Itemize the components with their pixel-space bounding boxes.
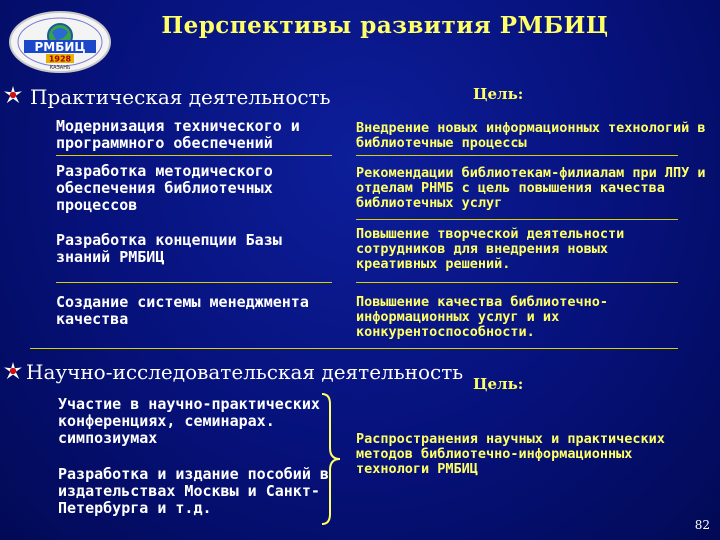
activity-knowledge-base: Разработка концепции Базы знаний РМБИЦ bbox=[56, 231, 282, 266]
activity-methodology: Разработка методического обеспечения библиотечных процессов bbox=[56, 162, 273, 214]
divider bbox=[356, 219, 678, 220]
activity-modernization: Модернизация технического и программного обеспечений bbox=[56, 117, 300, 152]
slide-title: Перспективы развития РМБИЦ bbox=[161, 12, 609, 39]
starburst-bullet-icon bbox=[4, 86, 22, 104]
page-number: 82 bbox=[694, 518, 710, 532]
goal-recommendations: Рекомендации библиотекам-филиалам при ЛПУ и отделам РНМБ с цель повышения качества библиотечных услуг bbox=[356, 165, 706, 211]
logo-city: КАЗАНЬ bbox=[49, 65, 71, 71]
curly-brace bbox=[320, 392, 342, 526]
divider bbox=[356, 155, 678, 156]
activity-quality-management: Создание системы менеджмента качества bbox=[56, 293, 309, 328]
rmbic-logo bbox=[8, 10, 112, 74]
divider bbox=[56, 155, 332, 156]
goal-service-quality: Повышение качества библиотечно-информационных услуг и их конкурентоспособности. bbox=[356, 294, 608, 340]
activity-publications: Разработка и издание пособий в издательствах Москвы и Санкт-Петербурга и т.д. bbox=[58, 465, 329, 517]
section-practical-heading: Практическая деятельность bbox=[30, 85, 331, 109]
section-practical-goal-label: Цель: bbox=[473, 85, 524, 103]
section-research-goal-label: Цель: bbox=[473, 375, 524, 393]
divider bbox=[30, 348, 678, 349]
section-research-heading: Научно-исследовательская деятельность bbox=[26, 360, 464, 384]
logo-text: РМБИЦ bbox=[34, 40, 86, 54]
goal-new-technologies: Внедрение новых информационных технологий в библиотечные процессы bbox=[356, 120, 706, 151]
goal-creative-solutions: Повышение творческой деятельности сотрудников для внедрения новых креативных решений. bbox=[356, 226, 625, 272]
goal-dissemination: Распространения научных и практических методов библиотечно-информационных технологи РМБИЦ bbox=[356, 431, 665, 477]
logo-year: 1928 bbox=[48, 54, 72, 64]
activity-conferences: Участие в научно-практических конференциях, семинарах. симпозиумах bbox=[58, 395, 320, 447]
divider bbox=[356, 282, 678, 283]
divider bbox=[56, 282, 332, 283]
starburst-bullet-icon bbox=[4, 362, 22, 380]
